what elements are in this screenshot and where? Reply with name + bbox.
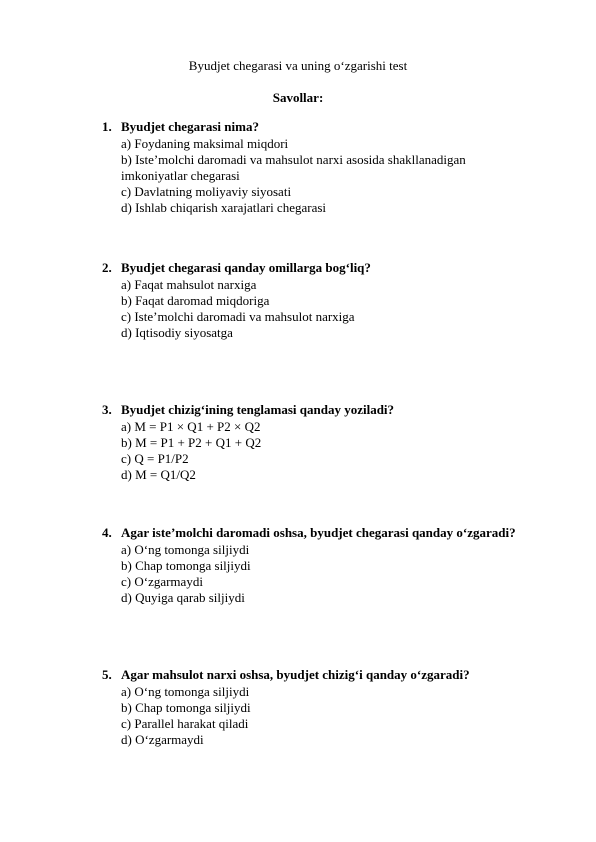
question-number: 3. [102, 402, 112, 417]
question-text: Agar mahsulot narxi oshsa, byudjet chizig‘i qanday o‘zgaradi? [121, 667, 470, 682]
question-3 [102, 402, 562, 483]
answer-option: a) Faqat mahsulot narxiga [121, 277, 257, 292]
answer-option: d) M = Q1/Q2 [121, 467, 196, 482]
question-text: Byudjet chizig‘ining tenglamasi qanday yoziladi? [121, 402, 395, 417]
answer-option: d) Quyiga qarab siljiydi [121, 590, 245, 605]
answer-option: c) Davlatning moliyaviy siyosati [121, 184, 292, 199]
question-1 [102, 119, 562, 216]
question-2 [102, 260, 562, 341]
answer-option: c) O‘zgarmaydi [121, 574, 203, 589]
document-title: Byudjet chegarasi va uning o‘zgarishi test [188, 58, 408, 73]
answer-options [121, 277, 562, 341]
question-number: 4. [102, 525, 112, 540]
answer-options [121, 542, 562, 606]
answer-option: a) O‘ng tomonga siljiydi [121, 684, 250, 699]
answer-options [121, 136, 562, 216]
question-5 [102, 667, 562, 748]
answer-option: b) Faqat daromad miqdoriga [121, 293, 270, 308]
answer-option: c) Parallel harakat qiladi [121, 716, 249, 731]
question-5-line [102, 667, 562, 683]
question-text: Byudjet chegarasi nima? [121, 119, 259, 134]
answer-option: b) M = P1 + P2 + Q1 + Q2 [121, 435, 262, 450]
question-number: 1. [102, 119, 112, 134]
answer-option: c) Q = P1/P2 [121, 451, 189, 466]
answer-option: b) Iste’molchi daromadi va mahsulot narxi asosida shakllanadigan imkoniyatlar chegarasi [121, 152, 466, 183]
answer-option: b) Chap tomonga siljiydi [121, 700, 251, 715]
answer-option: d) Ishlab chiqarish xarajatlari chegarasi [121, 200, 327, 215]
answer-option: c) Iste’molchi daromadi va mahsulot narxiga [121, 309, 355, 324]
answer-options [121, 419, 562, 483]
question-number: 2. [102, 260, 112, 275]
question-1-line [102, 119, 562, 135]
question-4 [102, 525, 562, 606]
question-text: Agar iste’molchi daromadi oshsa, byudjet chegarasi qanday o‘zgaradi? [121, 525, 516, 540]
question-number: 5. [102, 667, 112, 682]
answer-options [121, 684, 562, 748]
question-2-line [102, 260, 562, 276]
question-3-line [102, 402, 562, 418]
answer-option: d) Iqtisodiy siyosatga [121, 325, 233, 340]
answer-option: a) O‘ng tomonga siljiydi [121, 542, 250, 557]
answer-option: b) Chap tomonga siljiydi [121, 558, 251, 573]
answer-option: d) O‘zgarmaydi [121, 732, 204, 747]
answer-option: a) Foydaning maksimal miqdori [121, 136, 289, 151]
answer-option: a) M = P1 × Q1 + P2 × Q2 [121, 419, 261, 434]
section-heading: Savollar: [272, 90, 324, 105]
question-text: Byudjet chegarasi qanday omillarga bog‘liq? [121, 260, 371, 275]
question-4-line [102, 525, 562, 541]
